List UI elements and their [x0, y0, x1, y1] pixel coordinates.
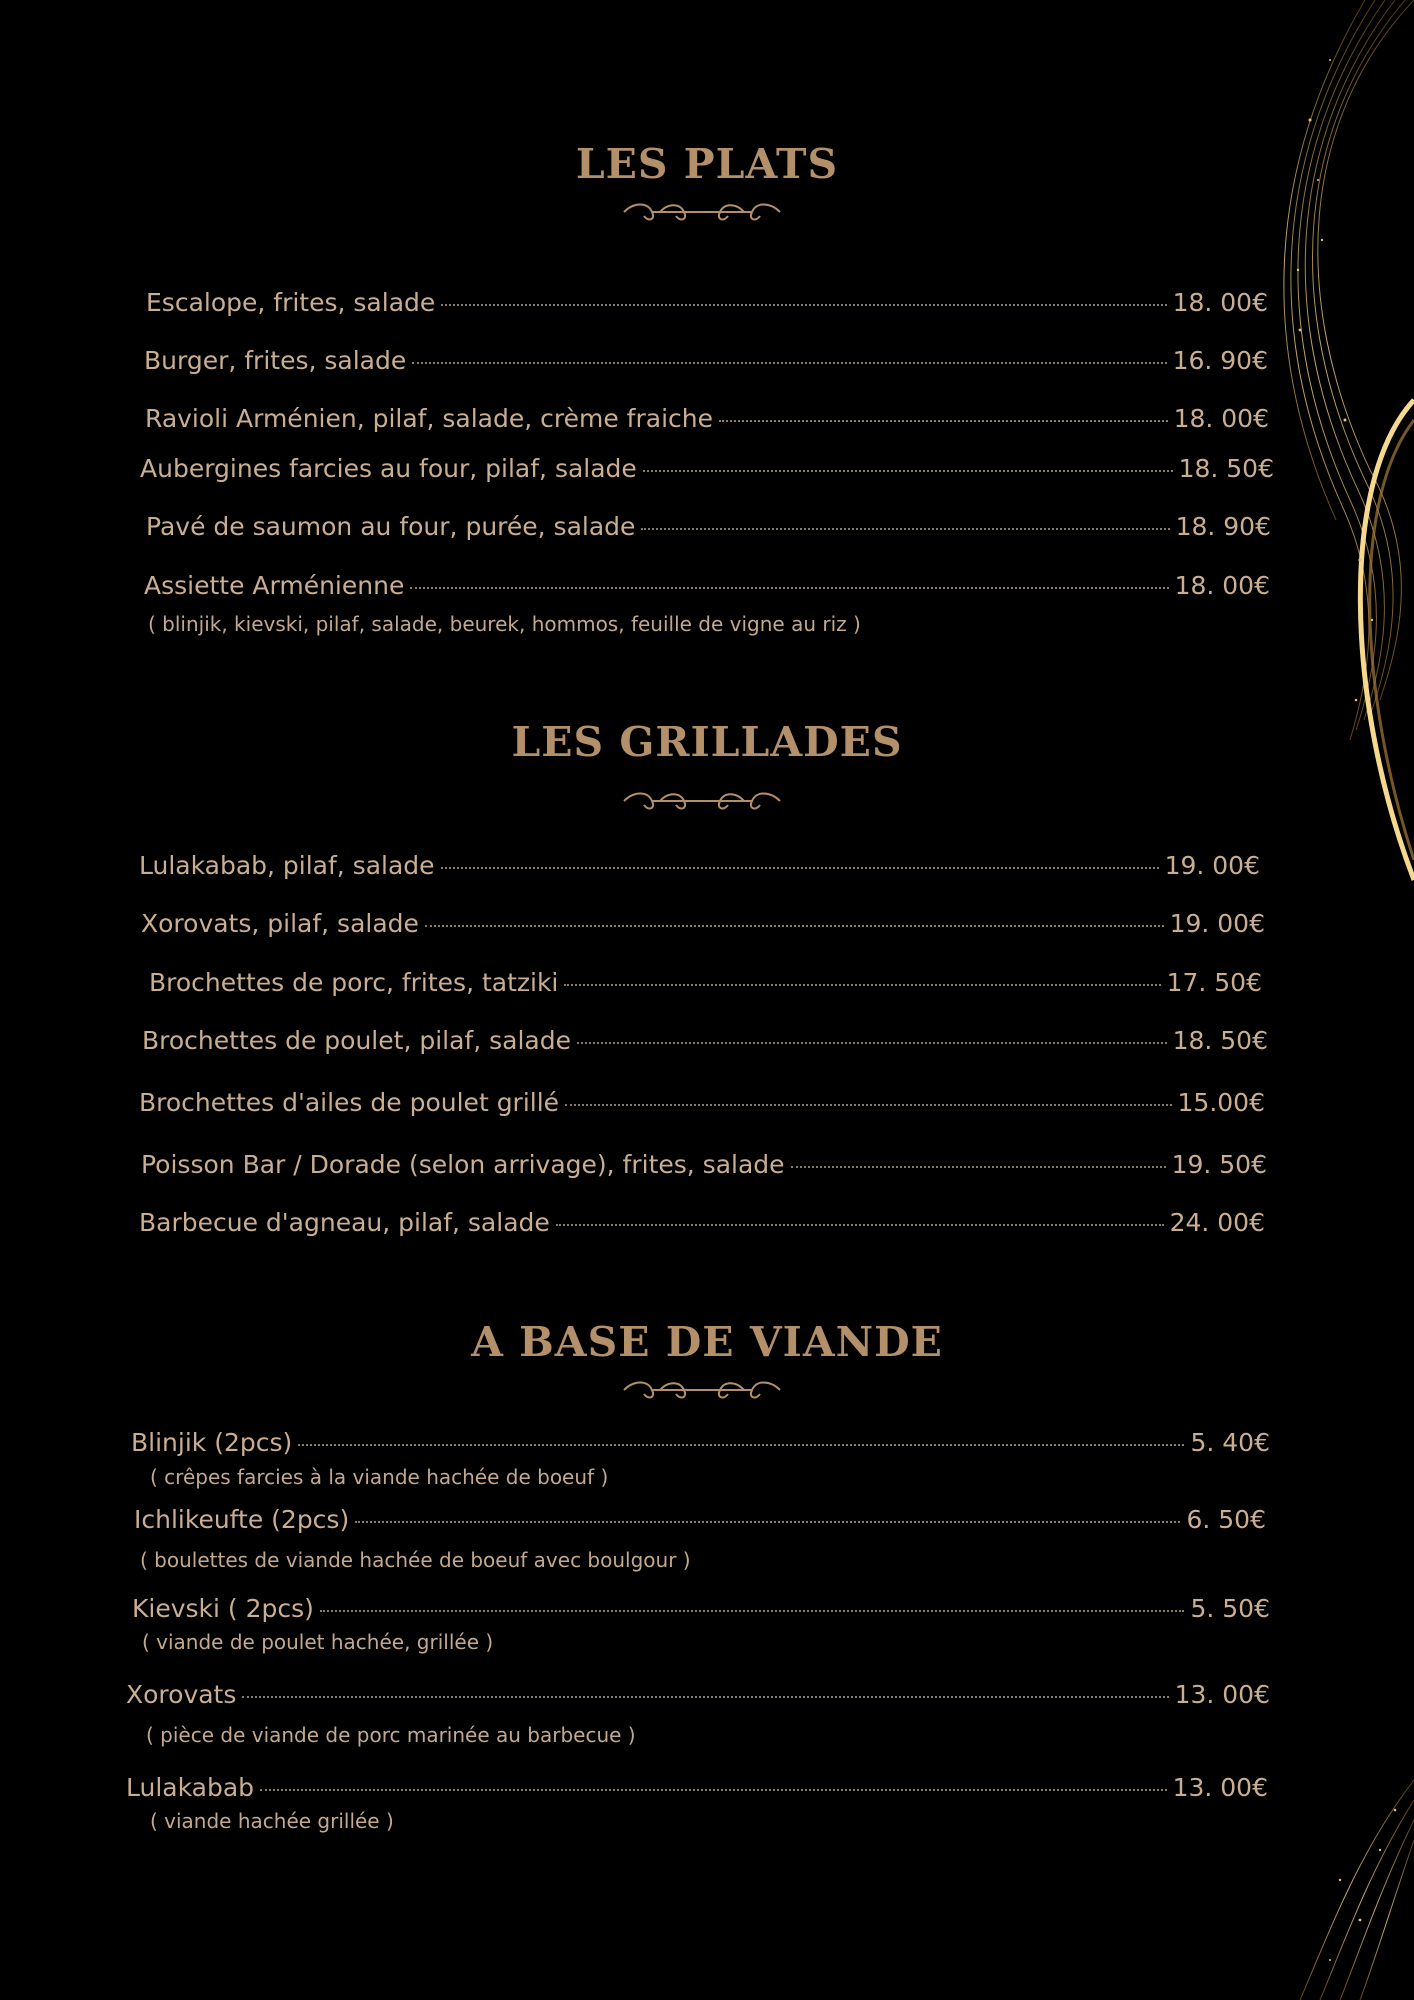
item-name: Brochettes d'ailes de poulet grillé: [139, 1088, 560, 1117]
item-price: 13. 00€: [1172, 1773, 1268, 1802]
item-name: Kievski ( 2pcs): [132, 1594, 314, 1623]
item-price: 19. 50€: [1171, 1150, 1267, 1179]
item-name: Blinjik (2pcs): [131, 1428, 293, 1457]
item-price: 17. 50€: [1166, 968, 1262, 997]
item-price: 5. 50€: [1190, 1594, 1270, 1623]
item-name: Assiette Arménienne: [144, 571, 405, 600]
menu-item-row: [142, 1026, 1268, 1055]
menu-item-row: [146, 288, 1268, 317]
item-name: Lulakabab: [126, 1773, 255, 1802]
item-name: Ichlikeufte (2pcs): [134, 1505, 350, 1534]
menu-item-row: [144, 571, 1270, 600]
item-description: ( boulettes de viande hachée de boeuf avec boulgour ): [140, 1548, 691, 1572]
menu-item-row: [149, 968, 1262, 997]
section-title-les-plats: LES PLATS: [575, 140, 839, 188]
item-price: 5. 40€: [1190, 1428, 1270, 1457]
item-description: ( blinjik, kievski, pilaf, salade, beurek, hommos, feuille de vigne au riz ): [148, 612, 861, 636]
item-description: ( viande de poulet hachée, grillée ): [142, 1630, 494, 1654]
flourish-ornament: [620, 786, 784, 816]
item-price: 6. 50€: [1186, 1505, 1266, 1534]
menu-item-row: [126, 1680, 1270, 1709]
item-description: ( pièce de viande de porc marinée au barbecue ): [146, 1723, 636, 1747]
item-price: 19. 00€: [1169, 909, 1265, 938]
flourish-ornament: [620, 197, 784, 227]
item-price: 18. 00€: [1172, 288, 1268, 317]
item-name: Brochettes de porc, frites, tatziki: [149, 968, 559, 997]
menu-item-row: [139, 851, 1260, 880]
item-price: 18. 00€: [1173, 404, 1269, 433]
flourish-ornament: [620, 1375, 784, 1405]
menu-item-row: [126, 1773, 1268, 1802]
item-name: Pavé de saumon au four, purée, salade: [146, 512, 636, 541]
menu-item-row: [146, 512, 1271, 541]
item-name: Xorovats, pilaf, salade: [141, 909, 419, 938]
item-name: Escalope, frites, salade: [146, 288, 436, 317]
section-title-les-grillades: LES GRILLADES: [511, 718, 903, 766]
menu-item-row: [145, 404, 1269, 433]
item-description: ( crêpes farcies à la viande hachée de boeuf ): [150, 1465, 609, 1489]
menu-item-row: [132, 1594, 1270, 1623]
item-name: Lulakabab, pilaf, salade: [139, 851, 435, 880]
item-price: 18. 50€: [1178, 454, 1274, 483]
menu-item-row: [131, 1428, 1270, 1457]
item-name: Barbecue d'agneau, pilaf, salade: [139, 1208, 550, 1237]
item-price: 16. 90€: [1172, 346, 1268, 375]
menu-item-row: [134, 1505, 1266, 1534]
menu-item-row: [141, 909, 1265, 938]
item-price: 15.00€: [1177, 1088, 1265, 1117]
item-price: 18. 50€: [1172, 1026, 1268, 1055]
menu-item-row: [140, 454, 1274, 483]
menu-item-row: [144, 346, 1268, 375]
item-price: 19. 00€: [1164, 851, 1260, 880]
item-name: Burger, frites, salade: [144, 346, 407, 375]
item-name: Xorovats: [126, 1680, 237, 1709]
item-price: 13. 00€: [1174, 1680, 1270, 1709]
menu-item-row: [139, 1208, 1265, 1237]
item-price: 24. 00€: [1169, 1208, 1265, 1237]
menu-item-row: [139, 1088, 1265, 1117]
item-name: Brochettes de poulet, pilaf, salade: [142, 1026, 571, 1055]
item-price: 18. 90€: [1175, 512, 1271, 541]
item-name: Aubergines farcies au four, pilaf, salade: [140, 454, 637, 483]
item-name: Ravioli Arménien, pilaf, salade, crème fraiche: [145, 404, 713, 433]
section-title-a-base-de-viande: A BASE DE VIANDE: [471, 1318, 943, 1366]
item-name: Poisson Bar / Dorade (selon arrivage), frites, salade: [141, 1150, 785, 1179]
item-description: ( viande hachée grillée ): [150, 1809, 394, 1833]
item-price: 18. 00€: [1174, 571, 1270, 600]
menu-item-row: [141, 1150, 1267, 1179]
